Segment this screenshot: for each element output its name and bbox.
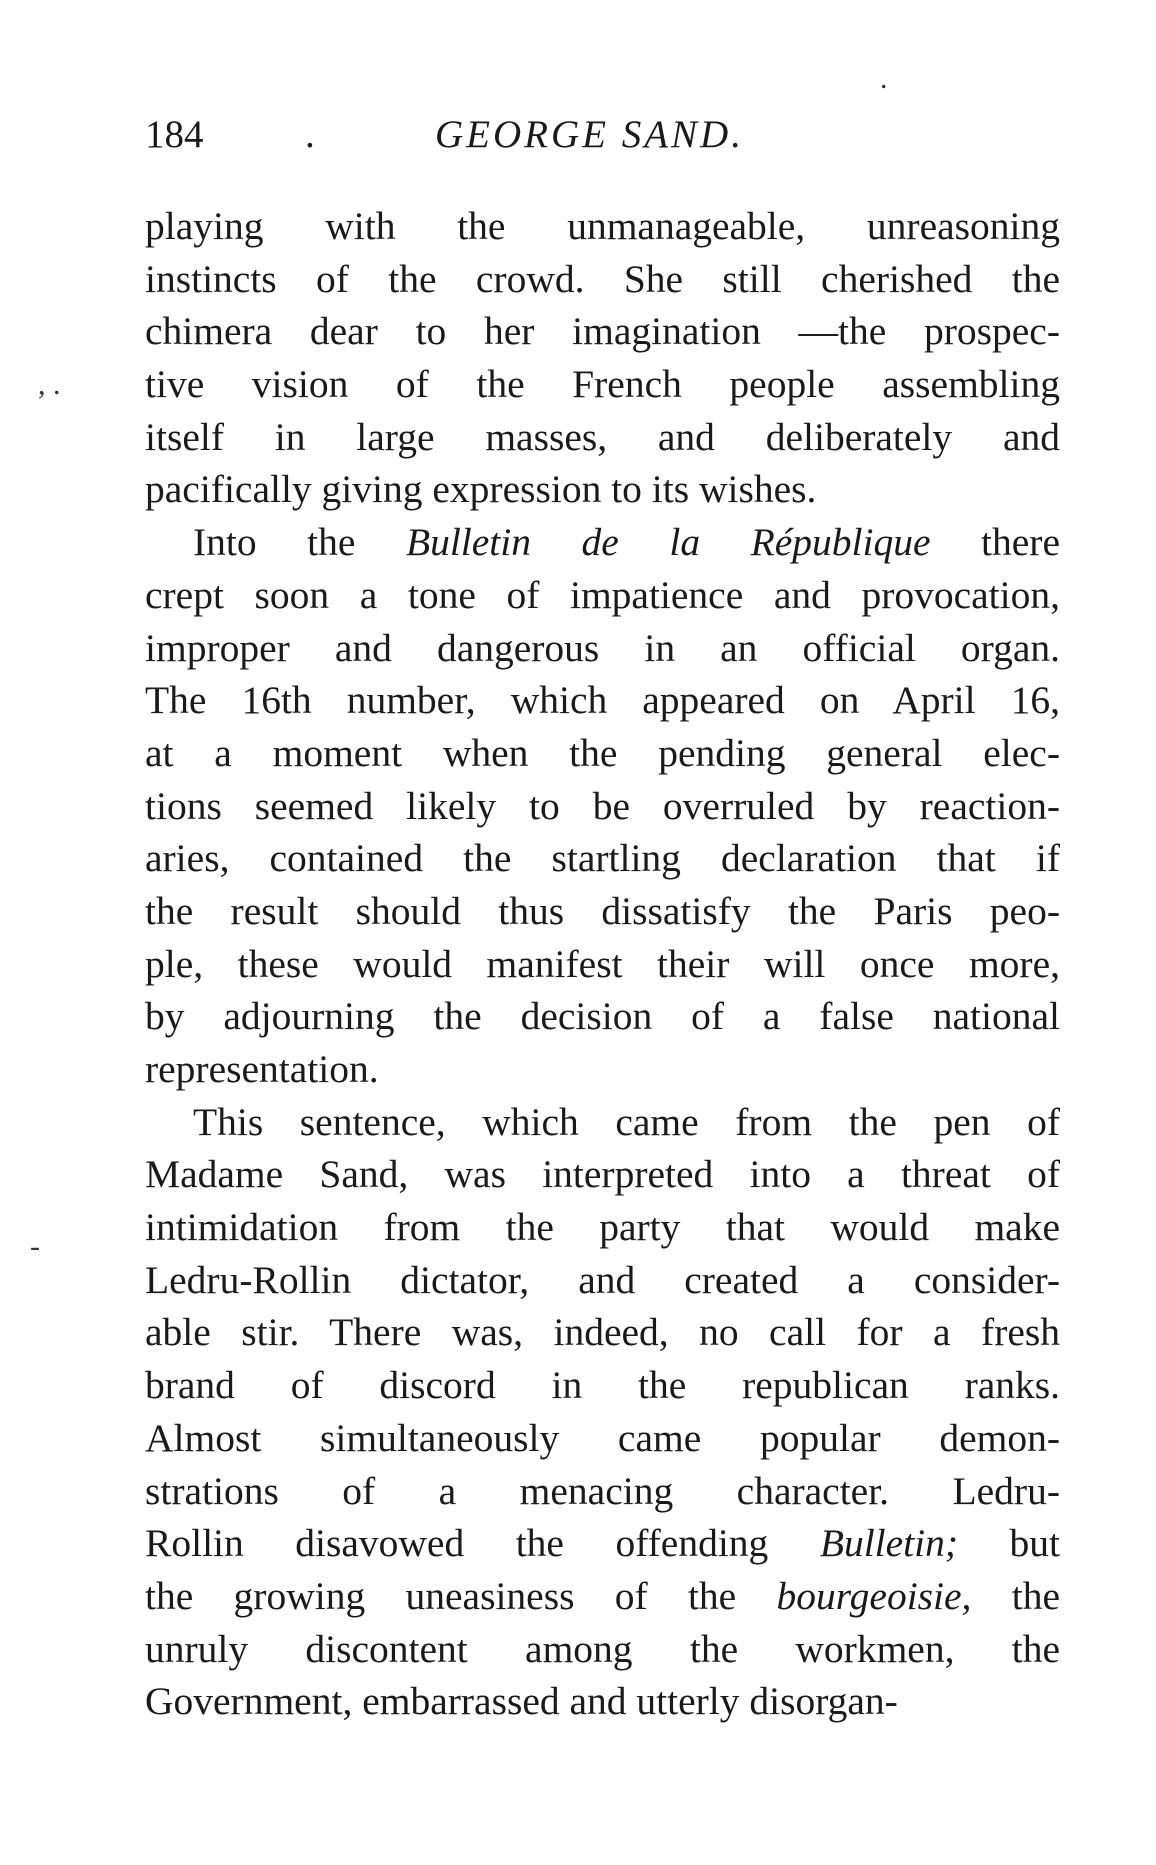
text-segment: Government, embarrassed and utterly disorgan- bbox=[145, 1679, 898, 1724]
text-line bbox=[145, 463, 1060, 516]
text-line bbox=[145, 674, 1060, 727]
text-line bbox=[145, 1096, 1060, 1149]
text-line bbox=[145, 1623, 1060, 1676]
text-segment: instincts of the crowd. She still cherished the bbox=[145, 256, 1060, 301]
text-segment: The 16th number, which appeared on April 16, bbox=[145, 678, 1060, 723]
text-segment: itself in large masses, and deliberately and bbox=[145, 414, 1060, 459]
text-segment: This sentence, which came from the pen of bbox=[193, 1099, 1060, 1144]
text-segment: aries, contained the startling declaration that if bbox=[145, 836, 1060, 881]
text-segment: tive vision of the French people assembling bbox=[145, 362, 1060, 407]
text-line bbox=[145, 885, 1060, 938]
text-segment: the bbox=[971, 1573, 1060, 1618]
text-line bbox=[145, 622, 1060, 675]
text-segment: by adjourning the decision of a false national bbox=[145, 994, 1060, 1039]
text-line bbox=[145, 305, 1060, 358]
margin-mark-left: , . bbox=[38, 368, 61, 401]
italic-text: Bulletin; bbox=[819, 1521, 959, 1566]
page-number: 184 bbox=[145, 113, 204, 156]
text-line bbox=[145, 938, 1060, 991]
text-segment: ple, these would manifest their will once more, bbox=[145, 941, 1060, 986]
text-segment: representation. bbox=[145, 1047, 379, 1091]
page-header bbox=[145, 112, 905, 162]
text-line bbox=[145, 1675, 1060, 1728]
header-separator: . bbox=[305, 113, 315, 156]
running-title: GEORGE SAND. bbox=[435, 113, 744, 156]
text-line bbox=[145, 1254, 1060, 1307]
text-line bbox=[145, 1359, 1060, 1412]
text-segment: Into the bbox=[193, 520, 406, 565]
text-line bbox=[145, 1148, 1060, 1201]
text-segment: improper and dangerous in an official organ. bbox=[145, 625, 1060, 670]
text-segment: playing with the unmanageable, unreasoning bbox=[145, 204, 1060, 248]
text-line bbox=[145, 780, 1060, 833]
text-line bbox=[145, 569, 1060, 622]
text-line bbox=[145, 1201, 1060, 1254]
paragraph bbox=[145, 516, 1060, 1096]
text-line bbox=[145, 1306, 1060, 1359]
text-segment: unruly discontent among the workmen, the bbox=[145, 1626, 1060, 1671]
margin-mark-top: . bbox=[880, 62, 888, 95]
text-segment: Almost simultaneously came popular demon- bbox=[145, 1415, 1060, 1460]
text-segment: strations of a menacing character. Ledru- bbox=[145, 1468, 1060, 1513]
text-segment: tions seemed likely to be overruled by reaction- bbox=[145, 783, 1060, 828]
text-line bbox=[145, 253, 1060, 306]
text-line bbox=[145, 990, 1060, 1043]
text-line bbox=[145, 358, 1060, 411]
text-line bbox=[145, 832, 1060, 885]
text-line bbox=[145, 411, 1060, 464]
text-segment: the growing uneasiness of the bbox=[145, 1573, 777, 1618]
italic-text: bourgeoisie, bbox=[776, 1573, 972, 1618]
text-segment: able stir. There was, indeed, no call for a fresh bbox=[145, 1310, 1060, 1355]
text-segment: brand of discord in the republican ranks. bbox=[145, 1363, 1060, 1408]
body-text bbox=[145, 200, 1060, 1728]
text-line bbox=[145, 516, 1060, 569]
text-segment: the result should thus dissatisfy the Paris peo- bbox=[145, 888, 1060, 933]
text-segment: Rollin disavowed the offending bbox=[145, 1521, 820, 1566]
text-segment: Madame Sand, was interpreted into a threat of bbox=[145, 1152, 1060, 1197]
paragraph bbox=[145, 200, 1060, 516]
paragraph bbox=[145, 1096, 1060, 1728]
text-line bbox=[145, 200, 1060, 253]
text-line bbox=[145, 1043, 1060, 1096]
text-segment: but bbox=[958, 1521, 1061, 1566]
margin-mark-left-lower: - bbox=[30, 1230, 40, 1263]
text-segment: intimidation from the party that would make bbox=[145, 1205, 1060, 1250]
text-segment: pacifically giving expression to its wishes. bbox=[145, 467, 817, 512]
text-line bbox=[145, 1517, 1060, 1570]
text-segment: there bbox=[930, 520, 1060, 565]
text-line bbox=[145, 1465, 1060, 1518]
italic-text: Bulletin de la République bbox=[405, 520, 931, 565]
text-line bbox=[145, 1570, 1060, 1623]
text-segment: crept soon a tone of impatience and provocation, bbox=[145, 572, 1060, 617]
text-line bbox=[145, 1412, 1060, 1465]
text-segment: at a moment when the pending general elec- bbox=[145, 730, 1060, 775]
text-segment: Ledru-Rollin dictator, and created a consider- bbox=[145, 1257, 1060, 1302]
text-line bbox=[145, 727, 1060, 780]
text-segment: chimera dear to her imagination —the prospec- bbox=[145, 309, 1060, 354]
